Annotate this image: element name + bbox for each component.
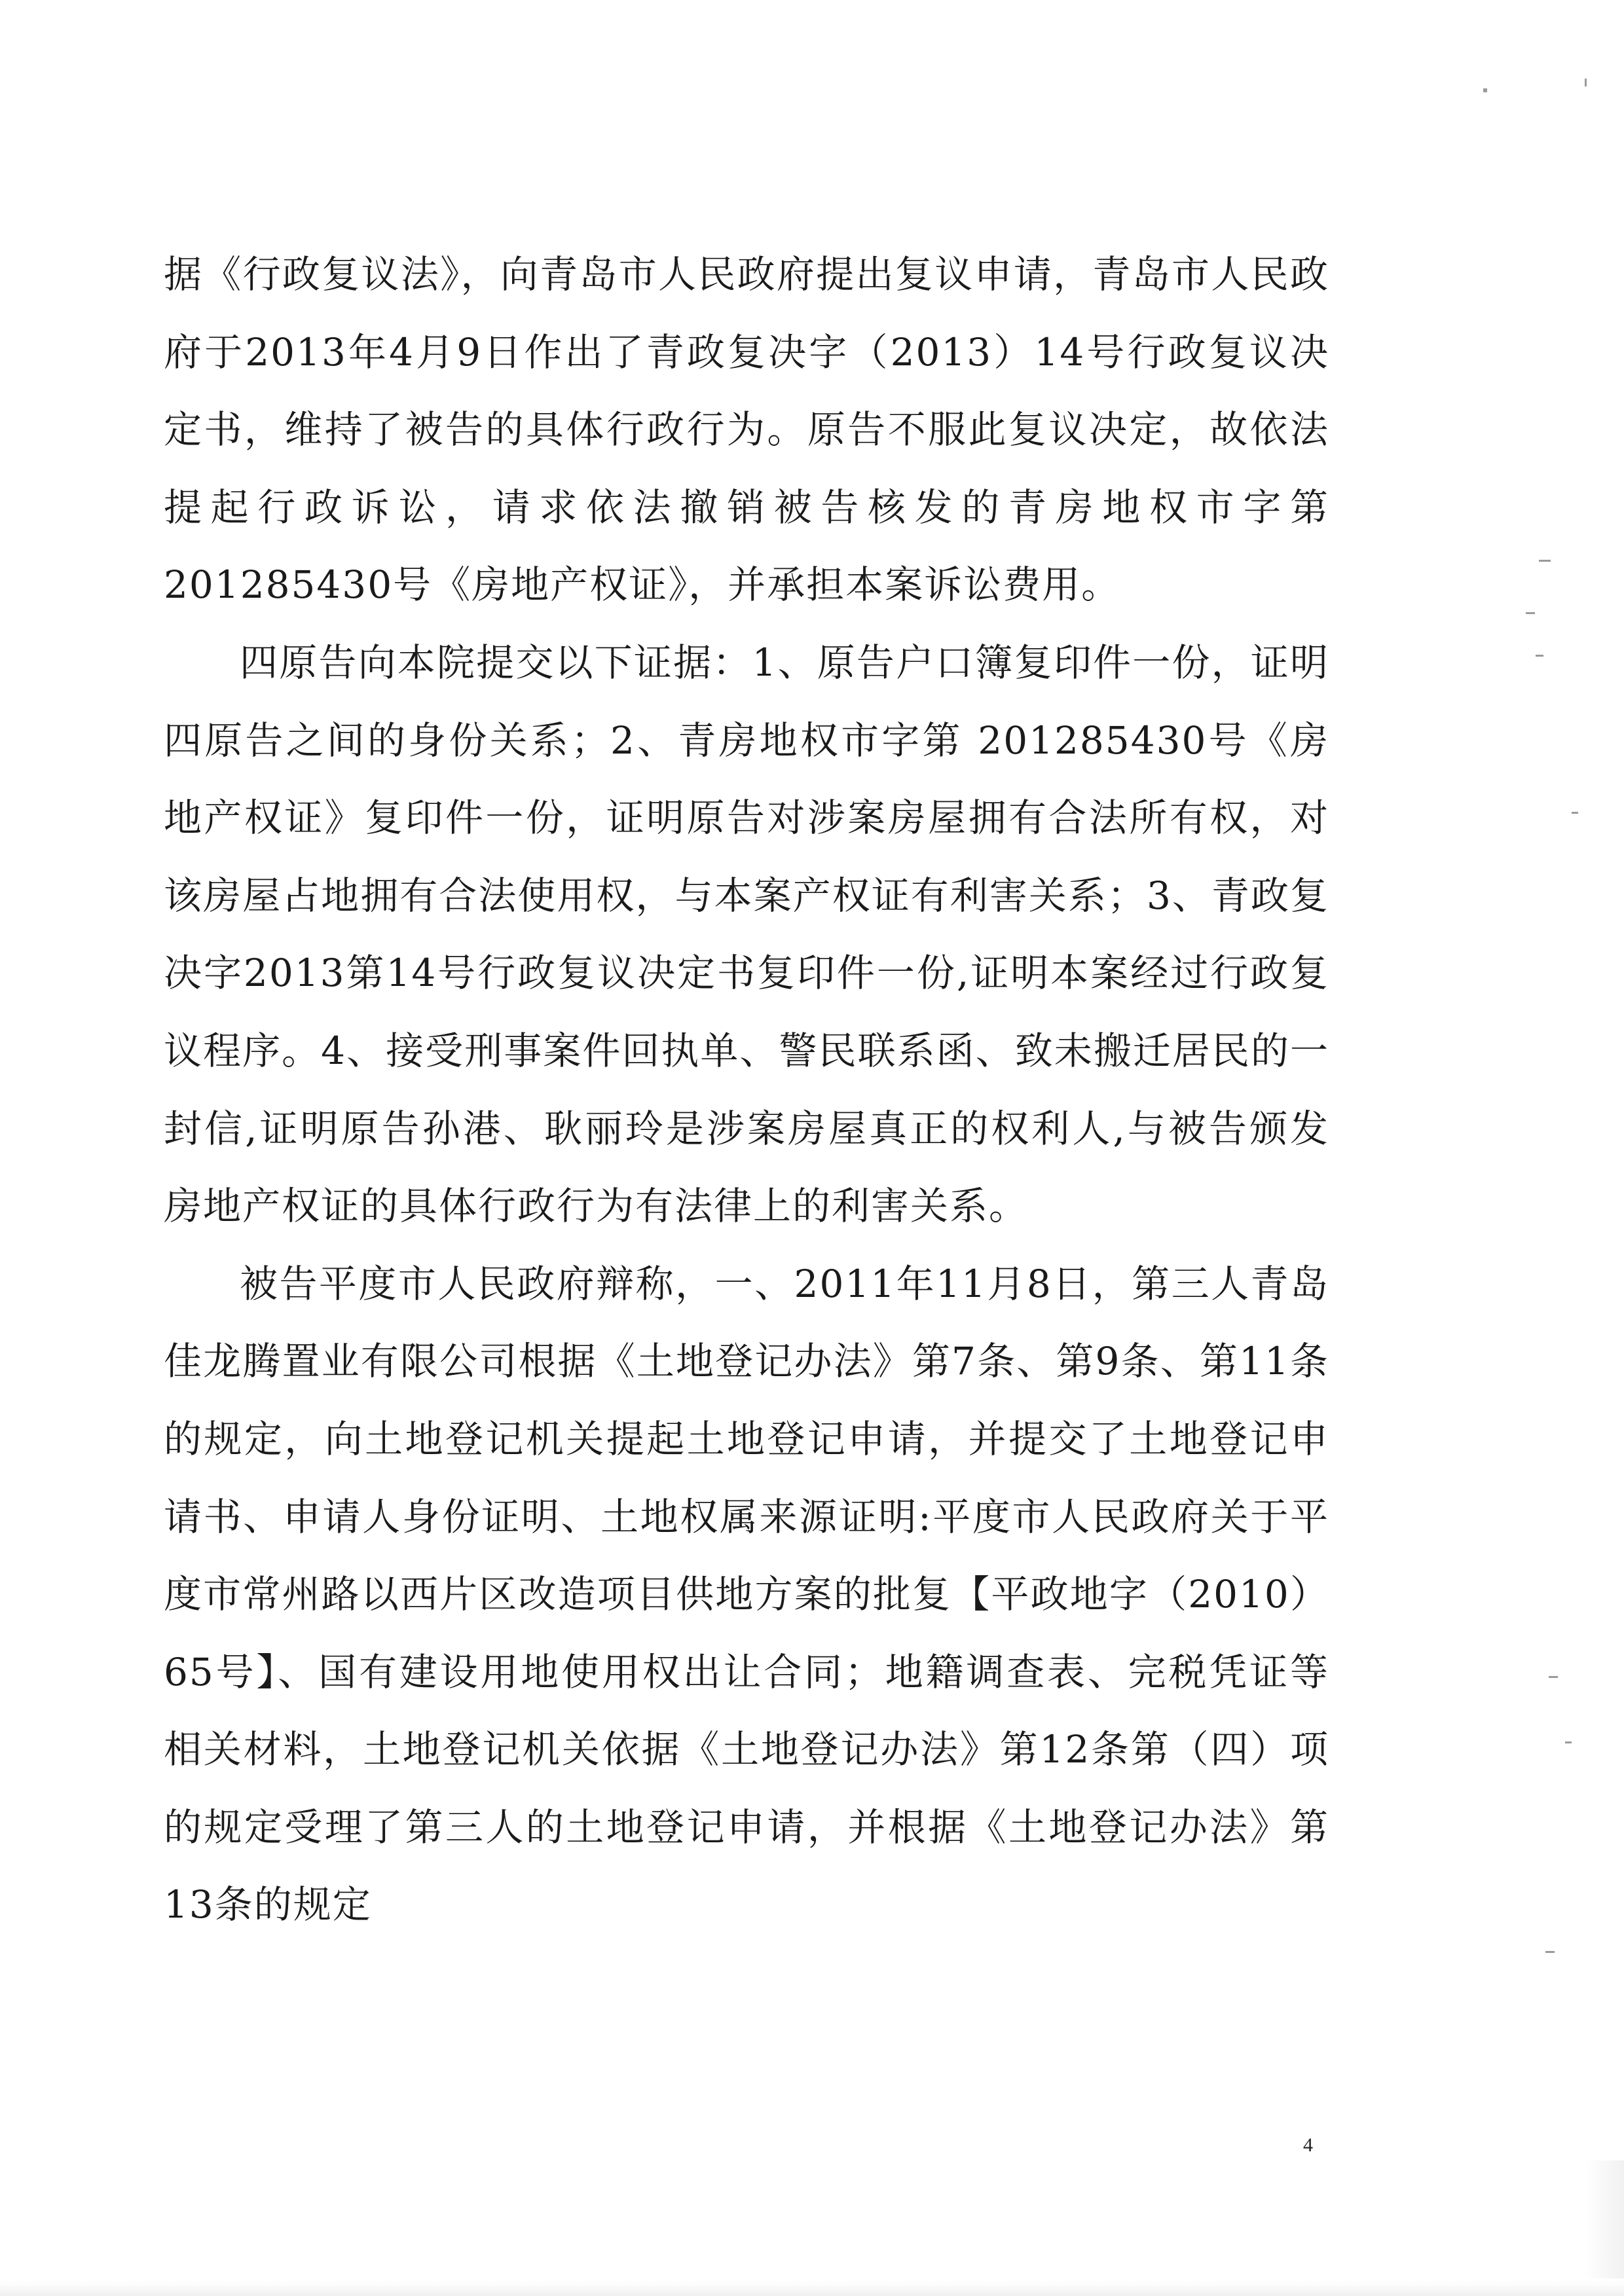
scan-artifact [1539, 560, 1551, 562]
scan-bottom-edge [0, 2281, 1624, 2296]
paragraph-3: 被告平度市人民政府辩称，一、2011年11月8日，第三人青岛佳龙腾置业有限公司根据《土地登记办法》第7条、第9条、第11条的规定，向土地登记机关提起土地登记申请，并提交了土地登记申请书、申请人身份证明、土地权属来源证明:平度市人民政府关于平度市常州路以西片区改造项目供地方案的批复【平政地字（2010）65号】、国有建设用地使用权出让合同；地籍调查表、完税凭证等相关材料，土地登记机关依据《土地登记办法》第12条第（四）项的规定受理了第三人的土地登记申请，并根据《土地登记办法》第13条的规定 [164, 1261, 1329, 1927]
scan-corner-shade [1585, 2160, 1624, 2278]
scan-artifact [1549, 1676, 1558, 1678]
paragraph-1: 据《行政复议法》，向青岛市人民政府提出复议申请，青岛市人民政府于2013年4月9日作出了青政复决字（2013）14号行政复议决定书，维持了被告的具体行政行为。原告不服此复议决定，故依法提起行政诉讼，请求依法撤销被告核发的青房地权市字第201285430号《房地产权证》，并承担本案诉讼费用。 [164, 252, 1329, 608]
document-body [164, 236, 1329, 1944]
paragraph-2: 四原告向本院提交以下证据：1、原告户口簿复印件一份，证明四原告之间的身份关系；2、青房地权市字第 201285430号《房地产权证》复印件一份，证明原告对涉案房屋拥有合法所有权，对该房屋占地拥有合法使用权，与本案产权证有利害关系；3、青政复决字2013第14号行政复议决定书复印件一份,证明本案经过行政复议程序。4、接受刑事案件回执单、警民联系函、致未搬迁居民的一封信,证明原告孙港、耿丽玲是涉案房屋真正的权利人,与被告颁发房地产权证的具体行政行为有法律上的利害关系。 [164, 640, 1329, 1229]
scan-artifact [1585, 79, 1587, 86]
scan-artifact [1483, 88, 1487, 92]
page-number: 4 [1303, 2134, 1313, 2156]
scan-artifact [1565, 1741, 1572, 1743]
scan-artifact [1536, 655, 1543, 657]
scan-artifact [1572, 812, 1578, 814]
scan-artifact [1526, 612, 1535, 614]
scan-artifact [1545, 1951, 1555, 1953]
